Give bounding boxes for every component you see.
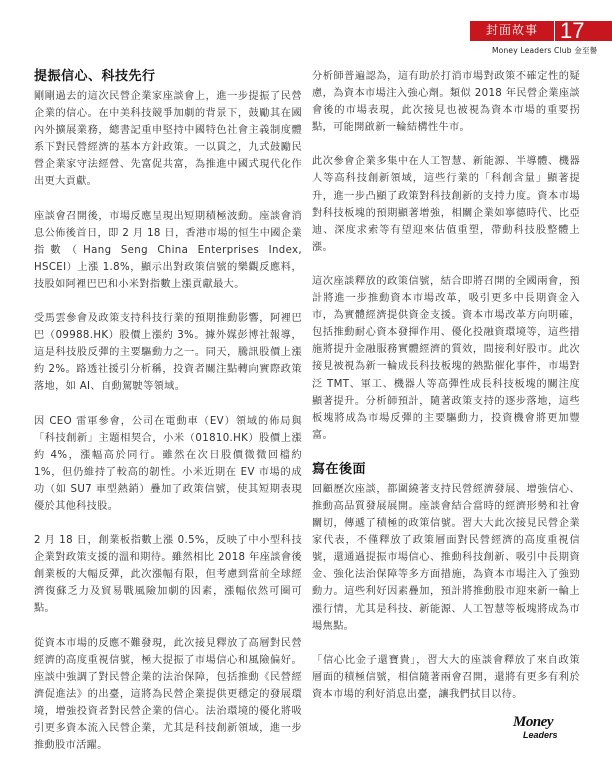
paragraph: 受馬雲參會及政策支持科技行業的預期推動影響，阿裡巴巴（09988.HK）股價上漲約 3%。據外媒彭博社報導，這是科技股反彈的主要驅動力之一。同天，騰訊股價上漲約 2%。路透社援引分析稱，投資者關注點轉向實際政策落地，如 AI、自動駕駛等領域。 [34, 313, 302, 393]
paragraph: 「信心比金子還寶貴」，習大大的座談會釋放了來自政策層面的積極信號，相信隨著兩會召開，還將有更多有利於資本市場的利好消息出臺，讓我們拭目以待。 [312, 654, 580, 700]
brand-name: Money Leaders Club 金至譽 [492, 46, 598, 55]
paragraph: 這次座談釋放的政策信號，結合即將召開的全國兩會，預計將進一步推動資本市場改革，吸引更多中長期資金入市，為實體經濟提供資金支援。資本市場改革方向明確，包括推動耐心資本發揮作用、優化投融資環境等，這些措施將提升金融服務實體經濟的質效，間接利好股市。此次接見被視為新一輪成長科技板塊的熱點催化事件，市場對泛 TMT、軍工、機器人等高彈性成長科技板塊的關注度顯著提升。分析師預計，隨著政策支持的逐步落地，這些板塊將成為市場反彈的主要驅動力，投資機會將更加豐富。 [312, 275, 580, 441]
section-label: 封面故事 [485, 23, 538, 37]
money-leaders-logo [513, 714, 561, 754]
left-column [34, 68, 302, 768]
paragraph: 此次參會企業多集中在人工智慧、新能源、半導體、機器人等高科技創新領域，這些行業的「科創含量」顯著提升，進一步凸顯了政策對科技創新的支持力度。資本市場對科技板塊的預期顯著增強，相關企業如寧德時代、比亞迪、深度求索等有望迎來估值重塑，帶動科技股整體上漲。 [312, 156, 580, 253]
page-header [0, 0, 612, 62]
section-heading: 提振信心、科技先行 [34, 69, 156, 84]
paragraph: 2 月 18 日，創業板指數上漲 0.5%，反映了中小型科技企業對政策支援的溫和期待。雖然相比 2018 年座談會後創業板的大幅反彈，此次漲幅有限，但考慮到當前全球經濟復蘇乏力及貿易戰風險加劇的因素，漲幅依然可圈可點。 [34, 535, 302, 615]
logo-word-money: Money [513, 714, 553, 730]
right-column [312, 68, 580, 720]
logo-word-leaders: Leaders [523, 730, 558, 740]
paragraph: 座談會召開後，市場反應呈現出短期積極波動。座談會消息公佈後首日，即 2 月 18 日，香港市場的恒生中國企業指數（Hang Seng China Enterprises Index, HSCEI）上漲 1.8%，顯示出對政策信號的樂觀反應料，技股如阿裡巴巴和小米對指數上漲貢獻最大。 [34, 210, 302, 290]
header-divider [554, 19, 555, 43]
page-number: 17 [560, 18, 585, 43]
paragraph: 回顧歷次座談，都圍繞著支持民營經濟發展、增強信心、推動高品質發展展開。座談會結合當時的經濟形勢和社會關切，傳遞了積極的政策信號。習大大此次接見民營企業家代表，不僅釋放了政策層面對民營經濟的高度重視信號，還通過提振市場信心、推動科技創新、吸引中長期資金、強化法治保障等多方面措施，為資本市場注入了強勁動力。這些利好因素疊加，預計將推動股市迎來新一輪上漲行情，尤其是科技、新能源、人工智慧等板塊將成為市場焦點。 [312, 483, 580, 632]
section-heading: 寫在後面 [312, 461, 367, 477]
paragraph: 因 CEO 雷軍參會，公司在電動車（EV）領域的佈局與「科技創新」主題相契合，小米（01810.HK）股價上漲約 4%，漲幅高於同行。雖然在次日股價微微回檔約 1%，但仍維持了較高的韌性。小米近期在 EV 市場的成功（如 SU7 車型熱銷）疊加了政策信號，使其短期表現優於其他科技股。 [34, 415, 302, 512]
paragraph: 剛剛過去的這次民營企業家座談會上，進一步提振了民營企業的信心。在中美科技競爭加劇的背景下，鼓勵其在國內外擴展業務，總書記重申堅持中國特色社會主義制度體系下對民營經濟的基本方針政策。一以貫之，九式鼓勵民營企業家守法經營、先富促共富，為推進中國式現代化作出更大貢獻。 [34, 91, 302, 188]
paragraph: 從資本市場的反應不難發現，此次接見釋放了高層對民營經濟的高度重視信號，極大提振了市場信心和風險偏好。座談中強調了對民營企業的法治保障，包括推動《民營經濟促進法》的出臺，這將為民營企業提供更穩定的發展環境，增強投資者對民營企業的信心。法治環境的優化將吸引更多資本流入民營企業，尤其是科技創新領域，進一步推動股市活躍。 [34, 637, 302, 752]
paragraph: 分析師普遍認為，這有助於打消市場對政策不確定性的疑慮，為資本市場注入強心劑。類似 2018 年民營企業座談會後的市場表現，此次接見也被視為資本市場的重要拐點，可能開啟新一輪結構性牛市。 [312, 71, 580, 134]
